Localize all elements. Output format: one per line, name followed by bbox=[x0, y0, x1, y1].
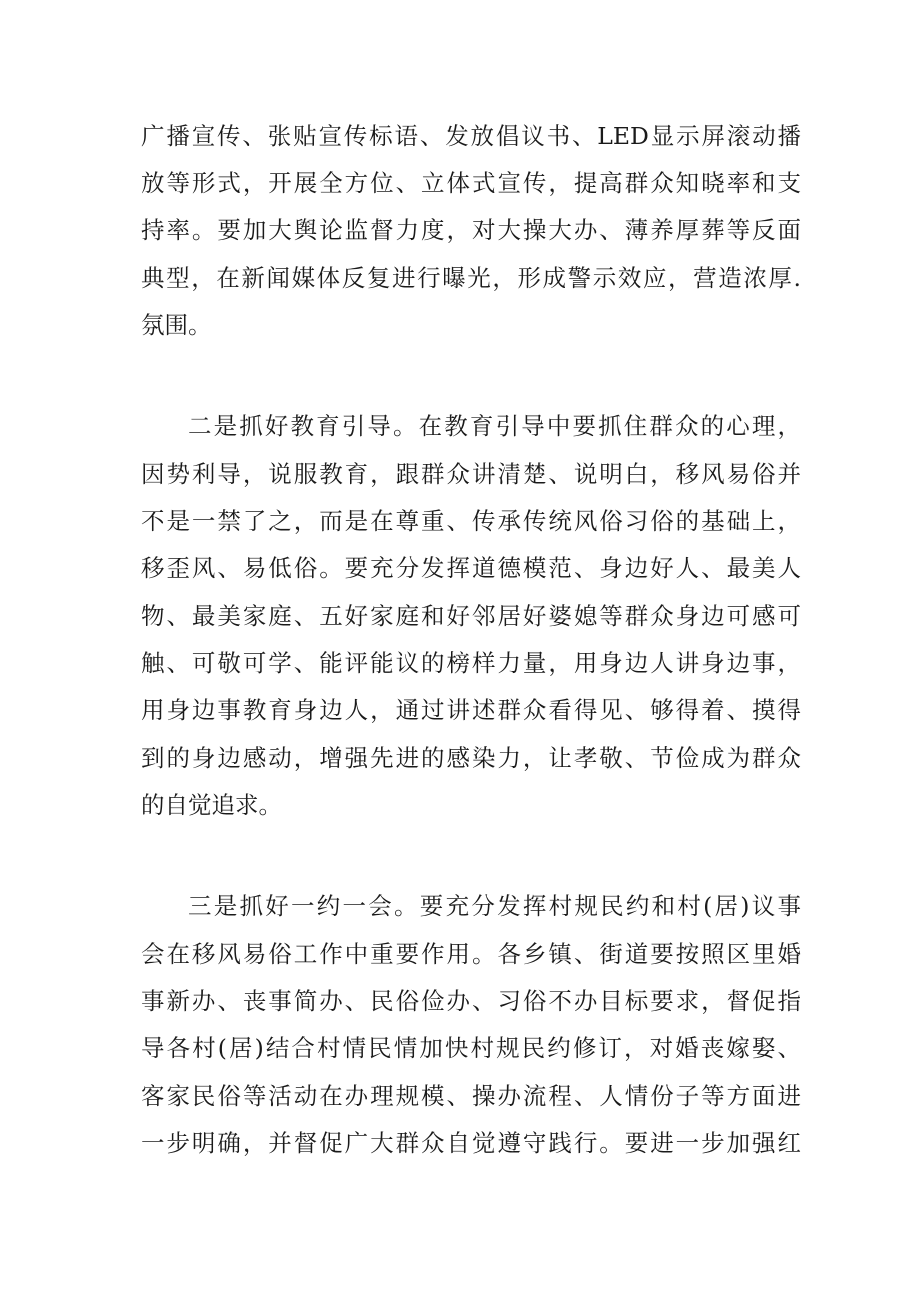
paragraph-2-line-2: 因势利导，说服教育，跟群众讲清楚、说明白，移风易俗并 bbox=[141, 460, 801, 488]
paragraph-2-line-9: 的自觉追求。 bbox=[141, 791, 282, 819]
paragraph-3-line-3: 事新办、丧事简办、民俗俭办、习俗不办目标要求，督促指 bbox=[141, 987, 801, 1015]
paragraph-1-line-2: 放等形式，开展全方位、立体式宣传，提高群众知晓率和支 bbox=[141, 169, 801, 197]
paragraph-2-line-5: 物、最美家庭、五好家庭和好邻居好婆媳等群众身边可感可 bbox=[141, 602, 801, 630]
paragraph-2-line-7: 用身边事教育身边人，通过讲述群众看得见、够得着、摸得 bbox=[141, 696, 801, 724]
paragraph-1-line-1: 广播宣传、张贴宣传标语、发放倡议书、LED显示屏滚动播 bbox=[141, 122, 801, 150]
paragraph-2-line-1: 二是抓好教育引导。在教育引导中要抓住群众的心理， bbox=[188, 412, 801, 440]
paragraph-3-line-6: 一步明确，并督促广大群众自觉遵守践行。要进一步加强红 bbox=[141, 1129, 801, 1157]
paragraph-3-line-2: 会在移风易俗工作中重要作用。各乡镇、街道要按照区里婚 bbox=[141, 940, 801, 968]
paragraph-1-line-3: 持率。要加大舆论监督力度，对大操大办、薄养厚葬等反面 bbox=[141, 216, 801, 244]
paragraph-2-line-8: 到的身边感动，增强先进的感染力，让孝敬、节俭成为群众 bbox=[141, 744, 801, 772]
paragraph-2-line-6: 触、可敬可学、能评能议的榜样力量，用身边人讲身边事， bbox=[141, 649, 801, 677]
paragraph-3-line-4: 导各村(居)结合村情民情加快村规民约修订，对婚丧嫁娶、 bbox=[141, 1034, 801, 1062]
paragraph-2-line-4: 移歪风、易低俗。要充分发挥道德模范、身边好人、最美人 bbox=[141, 554, 801, 582]
paragraph-3-line-1: 三是抓好一约一会。要充分发挥村规民约和村(居)议事 bbox=[188, 892, 801, 920]
paragraph-1-line-4: 典型，在新闻媒体反复进行曝光，形成警示效应，营造浓厚. bbox=[141, 264, 801, 292]
paragraph-3-line-5: 客家民俗等活动在办理规模、操办流程、人情份子等方面进 bbox=[141, 1082, 801, 1110]
paragraph-1-line-5: 氛围。 bbox=[141, 311, 212, 339]
paragraph-2-line-3: 不是一禁了之，而是在尊重、传承传统风俗习俗的基础上， bbox=[141, 507, 801, 535]
